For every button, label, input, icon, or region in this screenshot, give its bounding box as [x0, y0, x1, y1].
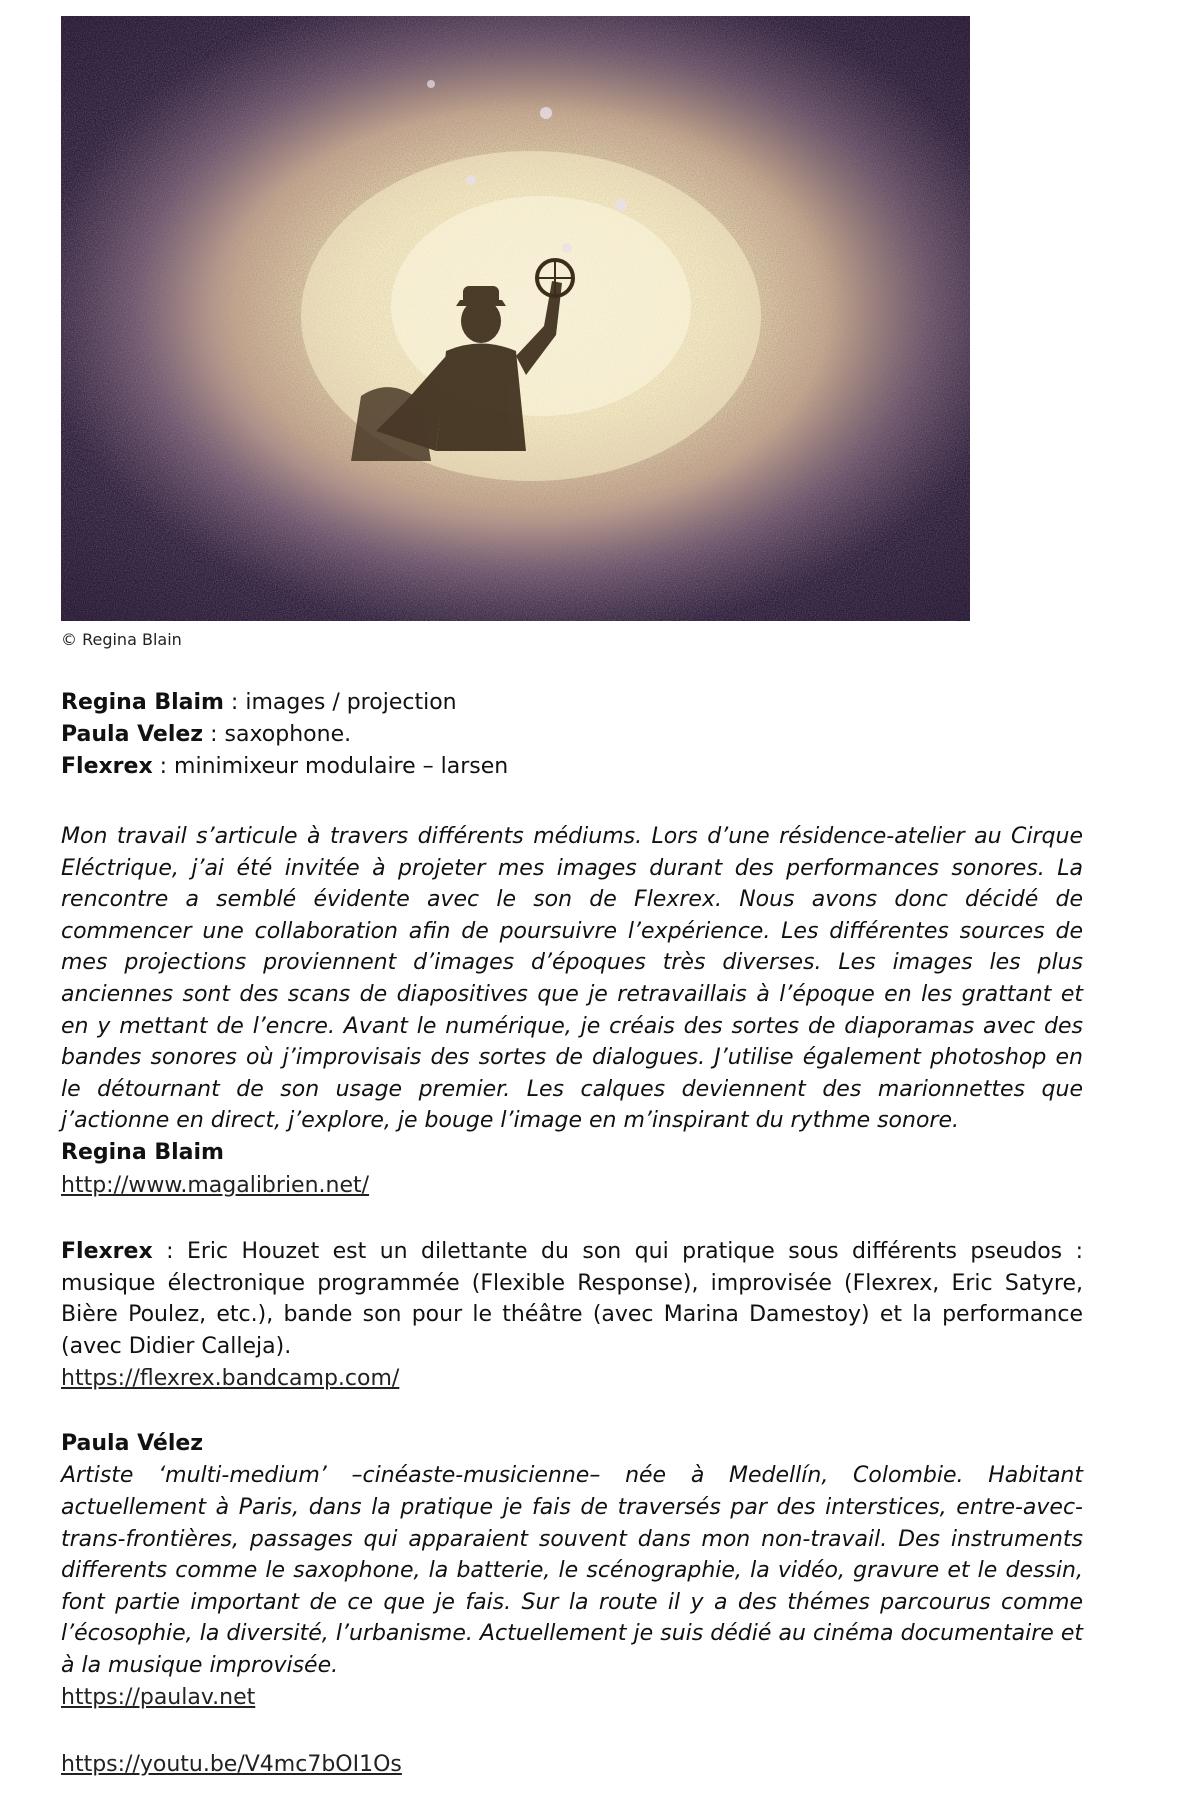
regina-name: Regina Blaim — [61, 1139, 224, 1165]
regina-section — [61, 821, 1083, 1203]
flexrex-bio-paragraph — [61, 1236, 1083, 1362]
credit-name: Regina Blaim — [61, 690, 224, 715]
article — [61, 16, 1083, 1782]
puddle-reflection-photo — [61, 16, 970, 621]
paula-name: Paula Vélez — [61, 1431, 204, 1457]
credit-name: Paula Velez — [61, 722, 204, 747]
paula-website-link[interactable]: https://paulav.net — [61, 1685, 256, 1711]
credit-name: Flexrex — [61, 754, 153, 779]
flexrex-name: Flexrex — [61, 1238, 153, 1264]
credit-line — [61, 719, 1083, 751]
paula-section — [61, 1428, 1083, 1715]
credits-list — [61, 687, 1083, 783]
credit-line — [61, 687, 1083, 719]
video-section — [61, 1748, 1083, 1782]
credit-line — [61, 751, 1083, 783]
flexrex-bandcamp-link[interactable]: https://flexrex.bandcamp.com/ — [61, 1366, 400, 1392]
credit-role: : images / projection — [223, 690, 457, 715]
photo-illustration — [61, 16, 970, 621]
flexrex-bio: : Eric Houzet est un dilettante du son qui pratique sous différents pseudos : musique électronique programmée (Flexible Response), improvisée (Flexrex, Eric Satyre, Bière Poulez, etc.), bande son pour le théâtre (avec Marina Damestoy) et la performance (avec Didier Calleja). — [61, 1238, 1083, 1359]
youtube-video-link[interactable]: https://youtu.be/V4mc7bOI1Os — [61, 1752, 402, 1778]
paula-bio: Artiste ‘multi-medium’ –cinéaste-musicienne– née à Medellín, Colombie. Habitant actuellement à Paris, dans la pratique je fais de traversés par des interstices, entre-avec-trans-frontières, passages qui apparaient souvent dans mon non-travail. Des instruments differents comme le saxophone, la batterie, le scénographie, la vidéo, gravure et le dessin, font partie important de ce que je fais. Sur la route il y a des thémes parcourus comme l’écosophie, la diversité, l’urbanisme. Actuellement je suis dédié au cinéma documentaire et à la musique improvisée. — [61, 1463, 1083, 1678]
credit-role: : minimixeur modulaire – larsen — [152, 754, 509, 779]
credit-role: : saxophone. — [203, 722, 352, 747]
photo-caption: © Regina Blain — [61, 630, 182, 649]
regina-statement: Mon travail s’articule à travers différents médiums. Lors d’une résidence-atelier au Cirque Eléctrique, j’ai été invitée à projeter mes images durant des performances sonores. La rencontre a semblé évidente avec le son de Flexrex. Nous avons donc décidé de commencer une collaboration afin de poursuivre l’expérience. Les différentes sources de mes projections proviennent d’images d’époques très diverses. Les images les plus anciennes sont des scans de diapositives que je retravaillais à l’époque en les grattant et en y mettant de l’encre. Avant le numérique, je créais des sortes de diaporamas avec des bandes sonores où j’improvisais des sortes de dialogues. J’utilise également photoshop en le détournant de son usage premier. Les calques deviennent des marionnettes que j’actionne en direct, j’explore, je bouge l’image en m’inspirant du rythme sonore. — [61, 824, 1083, 1134]
regina-website-link[interactable]: http://www.magalibrien.net/ — [61, 1172, 370, 1198]
flexrex-section — [61, 1236, 1083, 1396]
